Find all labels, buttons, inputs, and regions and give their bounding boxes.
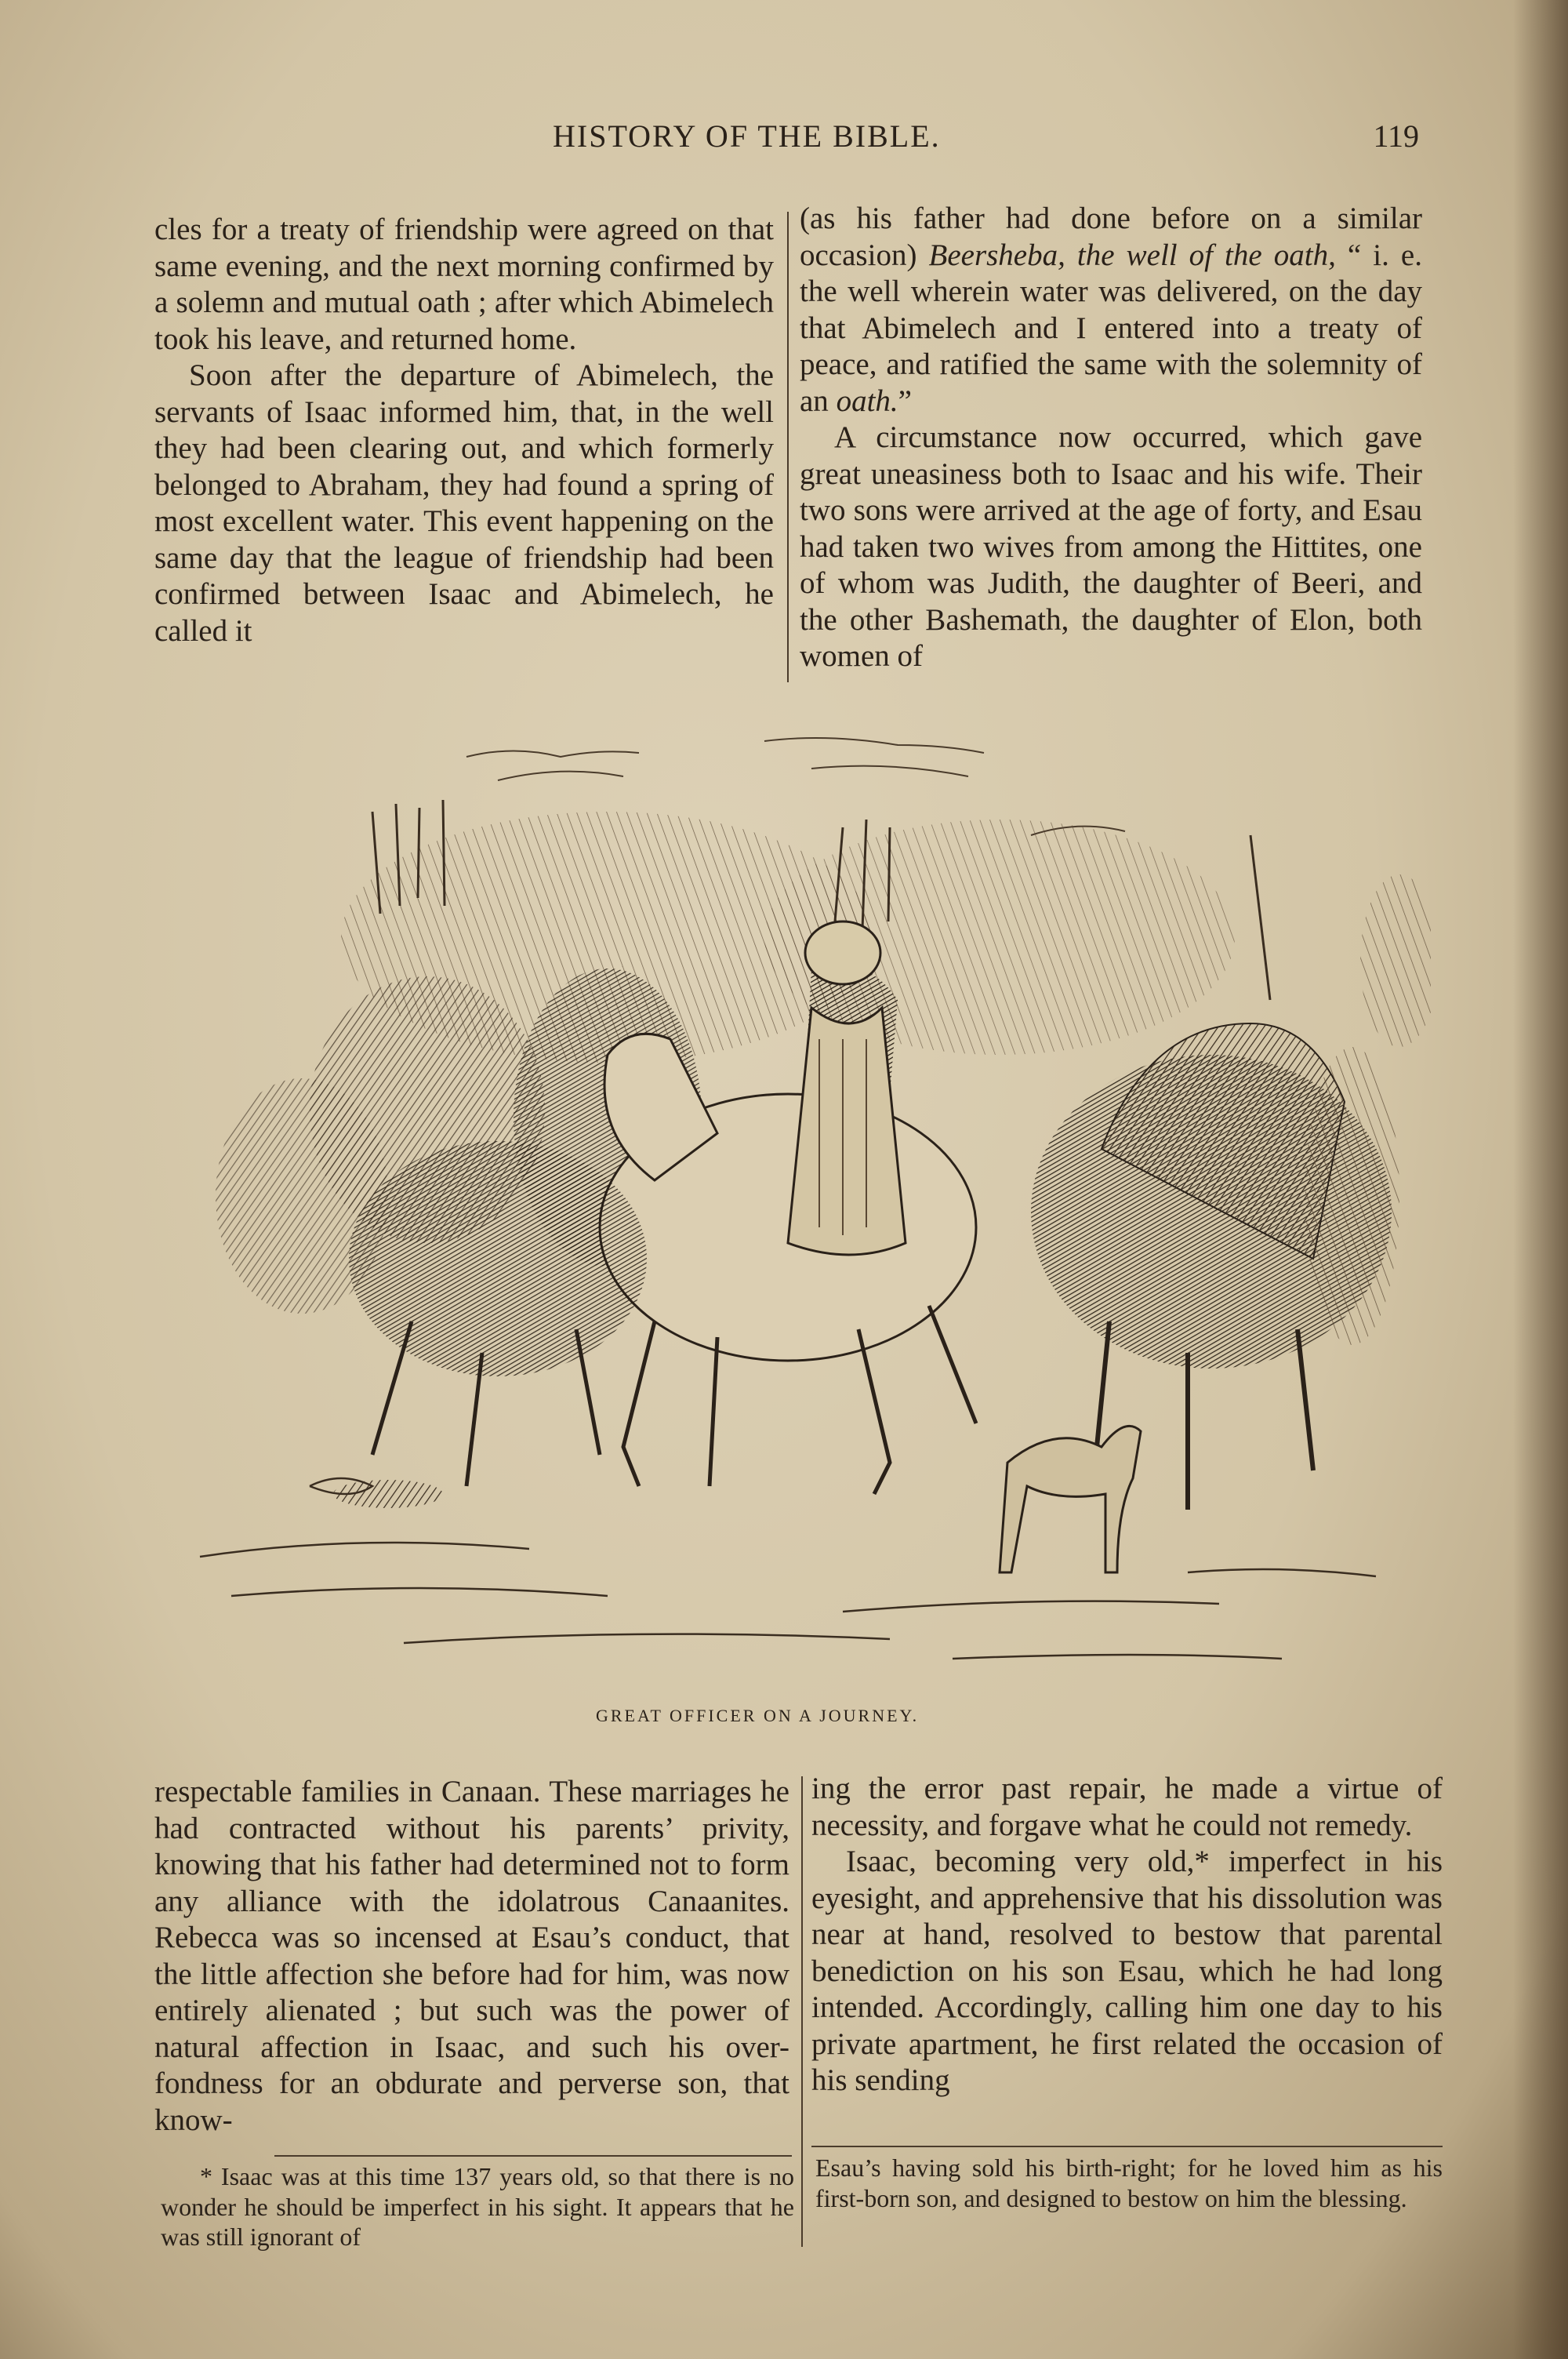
footnote-text: Esau’s having sold his birth-right; for he loved him as his first-born son, and designed to bestow on him the blessing. [815, 2154, 1443, 2212]
page-number: 119 [1373, 118, 1419, 154]
italic-text: oath. [836, 383, 898, 418]
paragraph: respectable families in Canaan. These marriages he had contracted without his parents’ privity, knowing that his father had determined not to form any alliance with the idolatrous Canaanites. Rebecca was so incensed at Esau’s conduct, that the little affection she before had for him, was now entirely alienated ; but such was the power of natural affection in Isaac, and such his over-fondness for an obdurate and perverse son, that know- [154, 1775, 789, 2137]
paragraph [800, 201, 1422, 420]
paragraph: Isaac, becoming very old,* imperfect in his eyesight, and apprehensive that his dissolution was near at hand, resolved to bestow that parental benediction on his son Esau, which he had long intended. Accordingly, calling him one day to his private apartment, he first related the occasion of his sending [811, 1845, 1443, 2097]
engraving-illustration [169, 710, 1431, 1702]
paragraph: ing the error past repair, he made a virtue of necessity, and forgave what he could not remedy. [811, 1772, 1443, 1842]
paragraph: cles for a treaty of friendship were agreed on that same evening, and the next morning confirmed by a solemn and mutual oath ; after which Abimelech took his leave, and returned home. [154, 213, 774, 356]
illustration-caption: GREAT OFFICER ON A JOURNEY. [596, 1706, 920, 1725]
footnote-right [815, 2153, 1443, 2213]
column-divider [787, 212, 789, 682]
paragraph: A circumstance now occurred, which gave great uneasiness both to Isaac and his wife. Their two sons were arrived at the age of forty, and Esau had taken two wives from among the Hittites, one of whom was Judith, the daughter of Beeri, and the other Bashemath, the daughter of Elon, both women of [800, 420, 1422, 673]
footnote-text: * Isaac was at this time 137 years old, so that there is no wonder he should be imperfect in his sight. It appears that he was still ignorant of [161, 2162, 794, 2251]
bottom-left-column [154, 1774, 789, 2143]
running-title: HISTORY OF THE BIBLE. [553, 118, 941, 154]
paragraph: Soon after the departure of Abimelech, the servants of Isaac informed him, that, in the well they had been clearing out, and which formerly belonged to Abraham, they had found a spring of most excellent water. This event happening on the same day that the league of friendship had been confirmed between Isaac and Abimelech, he called it [154, 358, 774, 648]
column-divider [801, 1776, 803, 2247]
page-edge-shadow [1513, 0, 1568, 2359]
text-run: “ i. e. the well wherein water was delivered, on the day that Abimelech and I entered into a treaty of peace, and ratified the same with the solemnity of an [800, 238, 1422, 418]
top-right-column [800, 201, 1422, 679]
italic-text: Beersheba, the well of the oath, [928, 238, 1336, 272]
footnote-rule [274, 2155, 792, 2157]
text-run: (as his father had done before on a similar occasion) [800, 202, 1422, 272]
text-run: ” [898, 383, 912, 418]
footnote-rule [811, 2146, 1443, 2147]
top-left-column [154, 212, 774, 690]
footnote-left [161, 2161, 794, 2252]
page-header [157, 118, 1419, 165]
bottom-right-column [811, 1771, 1443, 2139]
